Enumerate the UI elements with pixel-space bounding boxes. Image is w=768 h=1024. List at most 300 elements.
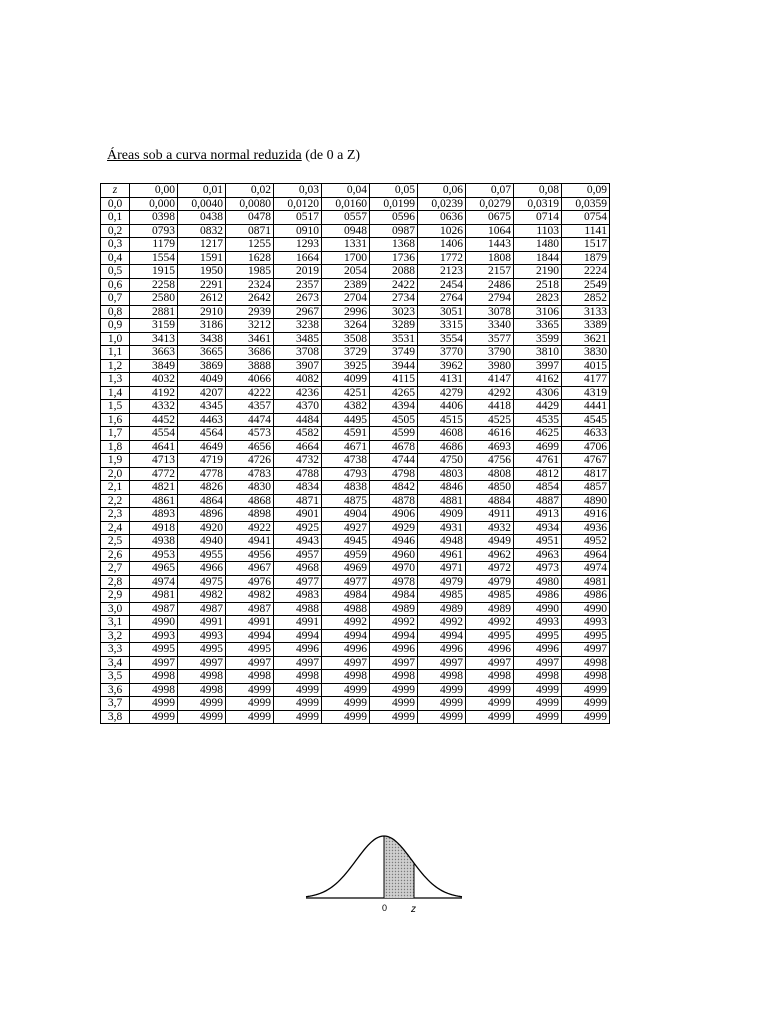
table-cell: 4949 — [466, 535, 514, 549]
table-cell: 3577 — [466, 332, 514, 346]
table-cell: 4236 — [274, 386, 322, 400]
table-cell: 4960 — [370, 548, 418, 562]
table-cell: 1554 — [130, 251, 178, 265]
row-z-value: 1,2 — [101, 359, 130, 373]
table-cell: 4441 — [562, 400, 610, 414]
row-z-value: 3,3 — [101, 643, 130, 657]
table-cell: 3925 — [322, 359, 370, 373]
table-cell: 2422 — [370, 278, 418, 292]
row-z-value: 1,0 — [101, 332, 130, 346]
row-z-value: 3,2 — [101, 629, 130, 643]
table-cell: 0596 — [370, 211, 418, 225]
table-cell: 4999 — [370, 683, 418, 697]
table-cell: 4251 — [322, 386, 370, 400]
table-cell: 4901 — [274, 508, 322, 522]
table-cell: 4994 — [274, 629, 322, 643]
zero-label: 0 — [382, 903, 388, 913]
table-cell: 4998 — [178, 670, 226, 684]
table-cell: 4916 — [562, 508, 610, 522]
row-z-value: 2,1 — [101, 481, 130, 495]
table-cell: 4999 — [562, 683, 610, 697]
table-cell: 2734 — [370, 292, 418, 306]
table-cell: 4999 — [466, 697, 514, 711]
table-cell: 4906 — [370, 508, 418, 522]
row-z-value: 2,9 — [101, 589, 130, 603]
table-cell: 2190 — [514, 265, 562, 279]
table-cell: 4893 — [130, 508, 178, 522]
table-cell: 0871 — [226, 224, 274, 238]
table-cell: 1628 — [226, 251, 274, 265]
table-cell: 1736 — [370, 251, 418, 265]
table-cell: 1772 — [418, 251, 466, 265]
table-cell: 4599 — [370, 427, 418, 441]
table-cell: 1480 — [514, 238, 562, 252]
table-cell: 0478 — [226, 211, 274, 225]
table-cell: 4989 — [466, 602, 514, 616]
table-cell: 4999 — [130, 697, 178, 711]
table-cell: 4999 — [322, 697, 370, 711]
table-cell: 4998 — [418, 670, 466, 684]
table-cell: 2486 — [466, 278, 514, 292]
table-row — [101, 305, 610, 319]
row-z-value: 1,1 — [101, 346, 130, 360]
table-cell: 2019 — [274, 265, 322, 279]
table-cell: 4999 — [370, 697, 418, 711]
table-cell: 4999 — [418, 683, 466, 697]
table-cell: 3389 — [562, 319, 610, 333]
table-cell: 4999 — [562, 710, 610, 724]
table-cell: 4997 — [322, 656, 370, 670]
table-cell: 3508 — [322, 332, 370, 346]
table-row — [101, 440, 610, 454]
table-cell: 4798 — [370, 467, 418, 481]
table-cell: 3106 — [514, 305, 562, 319]
header-col: 0,05 — [370, 184, 418, 198]
table-cell: 4988 — [322, 602, 370, 616]
table-cell: 4997 — [274, 656, 322, 670]
table-cell: 4999 — [370, 710, 418, 724]
table-cell: 4868 — [226, 494, 274, 508]
table-cell: 4981 — [562, 575, 610, 589]
header-col: 0,09 — [562, 184, 610, 198]
table-cell: 4945 — [322, 535, 370, 549]
table-cell: 4032 — [130, 373, 178, 387]
table-cell: 0,0239 — [418, 197, 466, 211]
header-col: 0,07 — [466, 184, 514, 198]
table-cell: 4319 — [562, 386, 610, 400]
table-cell: 4756 — [466, 454, 514, 468]
table-cell: 3212 — [226, 319, 274, 333]
table-cell: 0636 — [418, 211, 466, 225]
row-z-value: 2,8 — [101, 575, 130, 589]
table-cell: 3413 — [130, 332, 178, 346]
table-cell: 4999 — [274, 697, 322, 711]
table-cell: 4995 — [514, 629, 562, 643]
table-cell: 0,0359 — [562, 197, 610, 211]
table-cell: 4871 — [274, 494, 322, 508]
table-cell: 0,0319 — [514, 197, 562, 211]
table-cell: 1217 — [178, 238, 226, 252]
table-cell: 4967 — [226, 562, 274, 576]
table-cell: 1179 — [130, 238, 178, 252]
table-cell: 1026 — [418, 224, 466, 238]
table-cell: 3340 — [466, 319, 514, 333]
table-cell: 4983 — [274, 589, 322, 603]
table-cell: 4767 — [562, 454, 610, 468]
table-row — [101, 386, 610, 400]
table-cell: 4931 — [418, 521, 466, 535]
table-cell: 4999 — [514, 710, 562, 724]
table-row — [101, 346, 610, 360]
table-cell: 4671 — [322, 440, 370, 454]
table-cell: 4934 — [514, 521, 562, 535]
table-cell: 4995 — [130, 643, 178, 657]
table-cell: 4793 — [322, 467, 370, 481]
table-cell: 2704 — [322, 292, 370, 306]
table-cell: 4370 — [274, 400, 322, 414]
table-cell: 4999 — [418, 697, 466, 711]
table-cell: 4999 — [274, 683, 322, 697]
table-cell: 0517 — [274, 211, 322, 225]
table-cell: 4649 — [178, 440, 226, 454]
table-row — [101, 548, 610, 562]
table-cell: 4955 — [178, 548, 226, 562]
table-cell: 4719 — [178, 454, 226, 468]
table-cell: 4938 — [130, 535, 178, 549]
table-cell: 4990 — [130, 616, 178, 630]
table-cell: 4750 — [418, 454, 466, 468]
table-cell: 4972 — [466, 562, 514, 576]
table-header-row — [101, 184, 610, 198]
table-row — [101, 602, 610, 616]
table-cell: 4956 — [226, 548, 274, 562]
table-cell: 4963 — [514, 548, 562, 562]
table-cell: 4985 — [466, 589, 514, 603]
table-cell: 2357 — [274, 278, 322, 292]
table-cell: 2794 — [466, 292, 514, 306]
table-row — [101, 373, 610, 387]
table-cell: 2881 — [130, 305, 178, 319]
table-cell: 3621 — [562, 332, 610, 346]
table-cell: 4625 — [514, 427, 562, 441]
row-z-value: 0,5 — [101, 265, 130, 279]
table-cell: 4633 — [562, 427, 610, 441]
table-cell: 4991 — [226, 616, 274, 630]
table-cell: 4834 — [274, 481, 322, 495]
table-cell: 4970 — [370, 562, 418, 576]
table-cell: 4981 — [130, 589, 178, 603]
table-cell: 3790 — [466, 346, 514, 360]
table-cell: 4842 — [370, 481, 418, 495]
table-cell: 0948 — [322, 224, 370, 238]
table-cell: 4999 — [274, 710, 322, 724]
table-cell: 4357 — [226, 400, 274, 414]
table-cell: 3133 — [562, 305, 610, 319]
table-row — [101, 319, 610, 333]
table-cell: 4911 — [466, 508, 514, 522]
table-cell: 4977 — [274, 575, 322, 589]
table-cell: 4959 — [322, 548, 370, 562]
table-cell: 4998 — [130, 670, 178, 684]
table-cell: 4861 — [130, 494, 178, 508]
table-cell: 4846 — [418, 481, 466, 495]
z-label: z — [411, 904, 416, 915]
table-row — [101, 224, 610, 238]
table-cell: 3944 — [370, 359, 418, 373]
table-cell: 4991 — [178, 616, 226, 630]
row-z-value: 2,5 — [101, 535, 130, 549]
table-row — [101, 508, 610, 522]
table-cell: 4971 — [418, 562, 466, 576]
table-cell: 4066 — [226, 373, 274, 387]
table-cell: 4484 — [274, 413, 322, 427]
row-z-value: 2,6 — [101, 548, 130, 562]
table-cell: 4976 — [226, 575, 274, 589]
table-cell: 4995 — [466, 629, 514, 643]
table-cell: 2324 — [226, 278, 274, 292]
table-cell: 4545 — [562, 413, 610, 427]
table-cell: 3810 — [514, 346, 562, 360]
table-row — [101, 400, 610, 414]
table-cell: 0438 — [178, 211, 226, 225]
table-cell: 4998 — [130, 683, 178, 697]
table-cell: 4999 — [322, 683, 370, 697]
page-title — [107, 148, 360, 164]
table-cell: 4641 — [130, 440, 178, 454]
table-cell: 4878 — [370, 494, 418, 508]
table-cell: 2291 — [178, 278, 226, 292]
table-cell: 0754 — [562, 211, 610, 225]
table-cell: 3315 — [418, 319, 466, 333]
table-row — [101, 697, 610, 711]
table-row — [101, 359, 610, 373]
table-cell: 4772 — [130, 467, 178, 481]
table-cell: 4345 — [178, 400, 226, 414]
table-cell: 4996 — [418, 643, 466, 657]
table-cell: 4978 — [370, 575, 418, 589]
table-cell: 3888 — [226, 359, 274, 373]
table-cell: 4984 — [370, 589, 418, 603]
table-cell: 4864 — [178, 494, 226, 508]
header-col: 0,01 — [178, 184, 226, 198]
table-cell: 4418 — [466, 400, 514, 414]
table-cell: 4554 — [130, 427, 178, 441]
table-cell: 2642 — [226, 292, 274, 306]
table-row — [101, 454, 610, 468]
row-z-value: 1,5 — [101, 400, 130, 414]
table-cell: 4686 — [418, 440, 466, 454]
row-z-value: 0,6 — [101, 278, 130, 292]
table-cell: 1844 — [514, 251, 562, 265]
row-z-value: 0,4 — [101, 251, 130, 265]
table-cell: 4192 — [130, 386, 178, 400]
table-cell: 0,0080 — [226, 197, 274, 211]
table-cell: 4147 — [466, 373, 514, 387]
table-cell: 4463 — [178, 413, 226, 427]
header-col: 0,03 — [274, 184, 322, 198]
table-cell: 4977 — [322, 575, 370, 589]
table-cell: 4992 — [322, 616, 370, 630]
table-cell: 3962 — [418, 359, 466, 373]
table-cell: 4099 — [322, 373, 370, 387]
row-z-value: 3,4 — [101, 656, 130, 670]
row-z-value: 1,7 — [101, 427, 130, 441]
table-cell: 3599 — [514, 332, 562, 346]
table-cell: 0557 — [322, 211, 370, 225]
table-cell: 3461 — [226, 332, 274, 346]
table-row — [101, 656, 610, 670]
table-cell: 2518 — [514, 278, 562, 292]
table-cell: 0987 — [370, 224, 418, 238]
table-cell: 4992 — [370, 616, 418, 630]
table-cell: 4993 — [514, 616, 562, 630]
table-cell: 4996 — [370, 643, 418, 657]
table-cell: 4406 — [418, 400, 466, 414]
table-cell: 4946 — [370, 535, 418, 549]
table-cell: 3729 — [322, 346, 370, 360]
table-cell: 4904 — [322, 508, 370, 522]
table-cell: 4989 — [418, 602, 466, 616]
table-cell: 4817 — [562, 467, 610, 481]
row-z-value: 1,9 — [101, 454, 130, 468]
table-cell: 3686 — [226, 346, 274, 360]
table-cell: 4932 — [466, 521, 514, 535]
header-col: 0,08 — [514, 184, 562, 198]
table-cell: 4999 — [322, 710, 370, 724]
table-cell: 4162 — [514, 373, 562, 387]
table-cell: 2389 — [322, 278, 370, 292]
table-cell: 4999 — [226, 710, 274, 724]
table-row — [101, 535, 610, 549]
table-cell: 4941 — [226, 535, 274, 549]
table-cell: 4993 — [178, 629, 226, 643]
table-cell: 3365 — [514, 319, 562, 333]
row-z-value: 1,6 — [101, 413, 130, 427]
table-cell: 3264 — [322, 319, 370, 333]
table-cell: 4207 — [178, 386, 226, 400]
table-cell: 4997 — [370, 656, 418, 670]
table-cell: 4279 — [418, 386, 466, 400]
table-cell: 4826 — [178, 481, 226, 495]
table-cell: 4115 — [370, 373, 418, 387]
table-cell: 0,000 — [130, 197, 178, 211]
table-cell: 1664 — [274, 251, 322, 265]
table-cell: 4515 — [418, 413, 466, 427]
table-cell: 3907 — [274, 359, 322, 373]
table-cell: 4998 — [562, 656, 610, 670]
table-cell: 4936 — [562, 521, 610, 535]
table-cell: 4535 — [514, 413, 562, 427]
table-cell: 4998 — [274, 670, 322, 684]
table-cell: 4693 — [466, 440, 514, 454]
table-cell: 4854 — [514, 481, 562, 495]
table-cell: 2612 — [178, 292, 226, 306]
table-cell: 4995 — [562, 629, 610, 643]
table-cell: 4997 — [178, 656, 226, 670]
table-cell: 3869 — [178, 359, 226, 373]
table-cell: 2967 — [274, 305, 322, 319]
table-row — [101, 643, 610, 657]
normal-distribution-table — [100, 183, 610, 724]
table-row — [101, 413, 610, 427]
table-cell: 4993 — [130, 629, 178, 643]
table-row — [101, 494, 610, 508]
table-cell: 4952 — [562, 535, 610, 549]
table-cell: 1368 — [370, 238, 418, 252]
table-cell: 2549 — [562, 278, 610, 292]
table-row — [101, 710, 610, 724]
table-cell: 4812 — [514, 467, 562, 481]
table-cell: 4995 — [178, 643, 226, 657]
title-suffix: (de 0 a Z) — [301, 148, 361, 163]
table-cell: 4656 — [226, 440, 274, 454]
row-z-value: 1,3 — [101, 373, 130, 387]
row-z-value: 2,4 — [101, 521, 130, 535]
table-cell: 4984 — [322, 589, 370, 603]
row-z-value: 0,7 — [101, 292, 130, 306]
row-z-value: 0,3 — [101, 238, 130, 252]
table-row — [101, 683, 610, 697]
table-cell: 4838 — [322, 481, 370, 495]
table-cell: 4998 — [322, 670, 370, 684]
table-row — [101, 575, 610, 589]
table-cell: 4996 — [274, 643, 322, 657]
header-col: 0,00 — [130, 184, 178, 198]
table-cell: 4998 — [514, 670, 562, 684]
table-cell: 4265 — [370, 386, 418, 400]
table-cell: 1331 — [322, 238, 370, 252]
table-cell: 3663 — [130, 346, 178, 360]
table-cell: 4999 — [514, 683, 562, 697]
table-cell: 2939 — [226, 305, 274, 319]
table-cell: 4306 — [514, 386, 562, 400]
table-row — [101, 562, 610, 576]
table-cell: 1700 — [322, 251, 370, 265]
table-cell: 2088 — [370, 265, 418, 279]
table-row — [101, 197, 610, 211]
table-cell: 0793 — [130, 224, 178, 238]
table-row — [101, 332, 610, 346]
table-cell: 4982 — [226, 589, 274, 603]
table-cell: 0,0199 — [370, 197, 418, 211]
table-cell: 4997 — [514, 656, 562, 670]
table-cell: 3997 — [514, 359, 562, 373]
table-cell: 4292 — [466, 386, 514, 400]
table-cell: 0,0160 — [322, 197, 370, 211]
row-z-value: 3,1 — [101, 616, 130, 630]
table-cell: 2454 — [418, 278, 466, 292]
table-cell: 4982 — [178, 589, 226, 603]
table-cell: 4965 — [130, 562, 178, 576]
table-cell: 4989 — [370, 602, 418, 616]
table-cell: 4999 — [418, 710, 466, 724]
table-row — [101, 292, 610, 306]
row-z-value: 3,8 — [101, 710, 130, 724]
table-cell: 4783 — [226, 467, 274, 481]
table-cell: 4997 — [130, 656, 178, 670]
table-cell: 3665 — [178, 346, 226, 360]
table-cell: 2580 — [130, 292, 178, 306]
table-cell: 4591 — [322, 427, 370, 441]
table-cell: 4049 — [178, 373, 226, 387]
row-z-value: 0,2 — [101, 224, 130, 238]
table-cell: 2910 — [178, 305, 226, 319]
table-cell: 4987 — [130, 602, 178, 616]
table-cell: 4830 — [226, 481, 274, 495]
table-cell: 4943 — [274, 535, 322, 549]
table-cell: 2123 — [418, 265, 466, 279]
row-z-value: 2,2 — [101, 494, 130, 508]
